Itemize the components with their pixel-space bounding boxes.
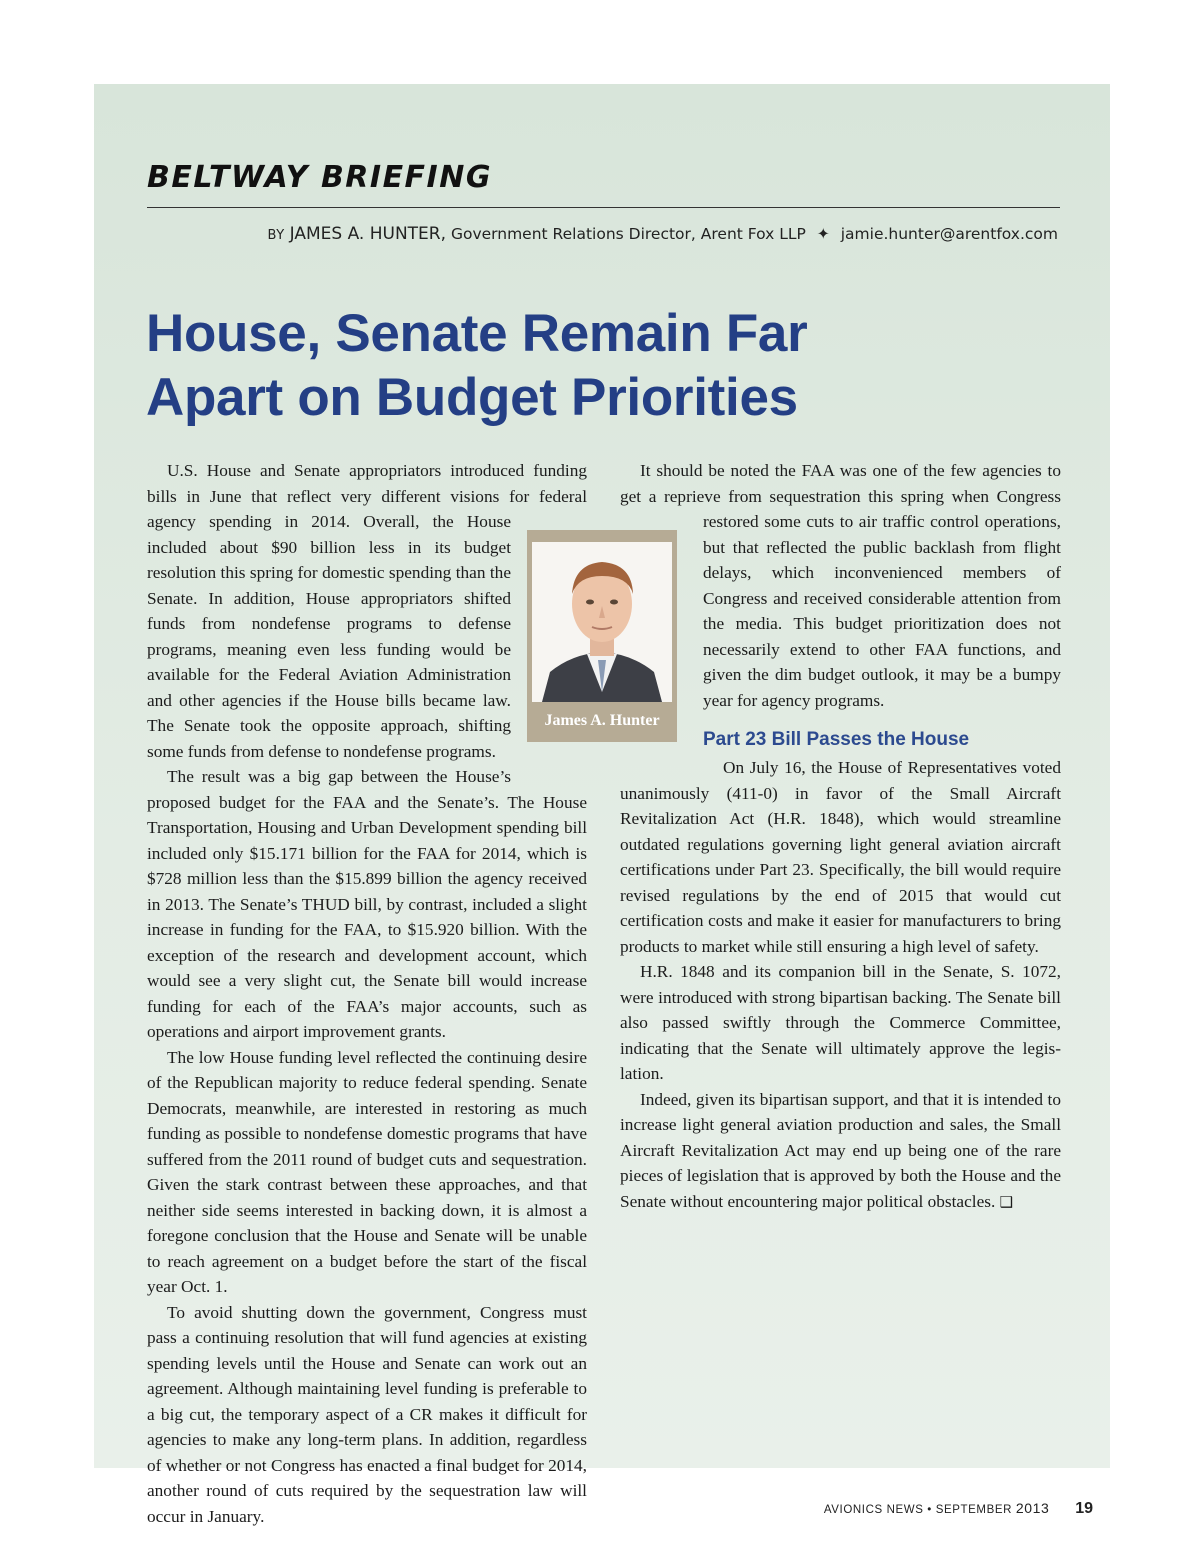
article-paragraph-2: The result was a big gap between the House’s proposed budget for the FAA and the Senate’s. The House Transportation, Housing and Urban Development spending bill included only $15.171 billion for the FAA for 2014, which is $728 million less than the $15.899 billion the agency received in 2013. The Senate’s THUD bill, by contrast, included a slight increase in funding for the FAA, to $15.920 billion. With the exception of the research and development account, which would see a very slight cut, the Senate bill would increase funding for each of the FAA’s major accounts, such as operations and airport improvement grants. <box>147 767 587 1041</box>
byline-title: Government Relations Director, Arent Fox LLP <box>450 225 806 243</box>
headline-line-1: House, Senate Remain Far <box>146 304 808 363</box>
page-number: 19 <box>1075 1500 1093 1517</box>
article-paragraph-8-text: Indeed, given its bipartisan support, and that it is intended to increase light general aviation production and sales, the Small Aircraft Revitalization Act may end up being one of the rare pieces of legislation that is approved by both the House and the Senate without encountering major political obstacles. <box>620 1089 1061 1211</box>
byline-email[interactable]: jamie.hunter@arentfox.com <box>840 225 1058 243</box>
byline <box>147 224 1058 244</box>
header-rule <box>147 207 1060 208</box>
footer-bullet: • <box>927 1504 932 1516</box>
article-column-left <box>147 458 587 1526</box>
author-portrait-icon <box>532 542 672 702</box>
article-paragraph-8 <box>620 1087 1061 1216</box>
author-photo <box>527 530 677 742</box>
article-paragraph-5: It should be noted the FAA was one of the few agencies to get a reprieve from sequestration this spring when Congress restored some cuts to air traffic control operations, but that reflected the public backlash from flight delays, which inconvenienced members of Congress and received considerable attention from the media. This budget prioritization does not necessarily extend to other FAA functions, and given the dim budget outlook, it may be a bumpy year for agency programs. <box>620 461 1061 710</box>
footer-publication: AVIONICS NEWS <box>823 1504 924 1516</box>
article-paragraph-3: The low House funding level reflected the continuing desire of the Republican majority to reduce federal spending. Senate Democrats, meanwhile, are interested in restoring as much funding as possible to nondefense domestic programs that have suffered from the 2011 round of budget cuts and sequestration. Given the stark contrast between these approaches, and that neither side seems interested in backing down, it is almost a foregone conclusion that the House and Senate will be unable to reach agreement on a budget before the start of the fiscal year Oct. 1. <box>147 1047 587 1296</box>
headline <box>146 302 1046 430</box>
article-paragraph-4: To avoid shutting down the government, Congress must pass a continuing resolution that will fund agencies at existing spending levels until the House and Senate can work out an agreement. Although maintaining level funding is preferable to a big cut, the temporary aspect of a CR makes it difficult for agencies to make any long-term plans. In addition, regardless of whether or not Congress has enacted a final budget for 2014, another round of cuts required by the sequestration law will occur in January. <box>147 1302 587 1526</box>
separator-star-icon: ✦ <box>816 225 830 243</box>
article-paragraph-7: H.R. 1848 and its companion bill in the Senate, S. 1072, were introduced with strong bipartisan backing. The Senate bill also passed swiftly through the Commerce Committee, indicating that the Senate will ultimately approve the legislation. <box>620 962 1061 1083</box>
article-column-right <box>620 458 1061 1215</box>
footer-month: SEPTEMBER <box>935 1504 1013 1516</box>
footer-year: 2013 <box>1015 1500 1050 1516</box>
article-paragraph-6: On July 16, the House of Representatives voted unanimously (411-0) in favor of the Small Aircraft Revitalization Act (H.R. 1848), which would streamline outdated regulations governing light general aviation aircraft certifications under Part 23. Specifically, the bill would require revised regulations by the end of 2015 that would cut certification costs and make it easier for manufacturers to bring products to market while still ensuring a high level of safety. <box>620 758 1061 956</box>
byline-author: JAMES A. HUNTER, <box>289 224 447 244</box>
section-label: BELTWAY BRIEFING <box>147 160 492 195</box>
subhead-part-23: Part 23 Bill Passes the House <box>703 729 970 750</box>
photo-caption: James A. Hunter <box>544 712 660 729</box>
page-footer <box>700 1500 1093 1518</box>
headline-line-2: Apart on Budget Priorities <box>146 368 798 427</box>
byline-by: BY <box>267 228 285 243</box>
article-paragraph-1: U.S. House and Senate appropriators introduced funding bills in June that reflect very different visions for federal agency spending in 2014. Overall, the House included about $90 billion less in its budget resolution this spring for domestic spending than the Senate. In addition, House appropriators shifted funds from nondefense programs to defense programs, meaning even less funding would be available for the Federal Aviation Administration and other agencies if the House bills became law. The Senate took the opposite approach, shifting some funds from defense to nondefense programs. <box>147 461 587 761</box>
end-mark-icon: ❑ <box>999 1192 1014 1211</box>
